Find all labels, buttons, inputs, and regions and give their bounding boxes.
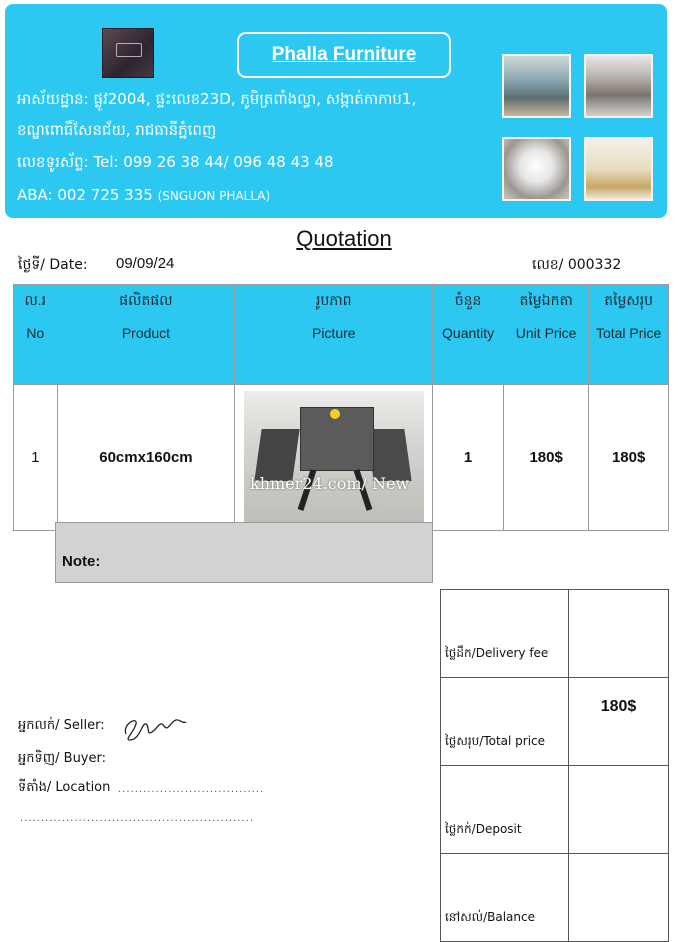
header-km: តម្លៃសរុប — [604, 292, 654, 308]
header-en: Unit Price — [515, 325, 577, 341]
header-en: Quantity — [442, 325, 495, 341]
row-unit-price: 180$ — [504, 385, 589, 531]
summary-row — [441, 590, 669, 678]
showroom-photo-2 — [584, 54, 653, 118]
row-product: 60cmx160cm — [57, 385, 235, 531]
delivery-fee-label: ថ្លៃដឹក/Delivery fee — [441, 590, 569, 678]
aba-line — [17, 186, 270, 204]
items-table — [13, 284, 669, 531]
aba-account-name: (SNGUON PHALLA) — [157, 189, 271, 203]
row-quantity: 1 — [433, 385, 504, 531]
header-en: Total Price — [595, 325, 662, 341]
quotation-number: លេខ/ 000332 — [532, 257, 622, 273]
showroom-photo-1 — [502, 54, 571, 118]
header-en: No — [26, 325, 45, 341]
header-km: ល.រ — [24, 292, 47, 308]
total-price-value: 180$ — [569, 678, 669, 766]
company-header — [5, 4, 667, 218]
watermark: khmer24.com/ New — [250, 474, 410, 493]
header-picture — [235, 285, 433, 385]
product-photo — [244, 391, 424, 525]
balance-value — [569, 854, 669, 942]
showroom-photo-3 — [502, 137, 571, 201]
header-km: ចំនួន — [454, 292, 482, 308]
bench-left — [254, 429, 299, 481]
header-no — [14, 285, 58, 385]
address-line-2: ខណ្ឌពោធិ៍សែនជ័យ, រាជធានីភ្នំពេញ — [17, 121, 217, 139]
header-product — [57, 285, 235, 385]
deposit-value — [569, 766, 669, 854]
header-en: Product — [121, 325, 171, 341]
seller-label: អ្នកលក់/ Seller: — [18, 718, 105, 733]
location-dots-line: ........................................................ — [20, 813, 255, 824]
row-picture — [235, 385, 433, 531]
seller-signature — [120, 710, 190, 744]
header-km: ផលិតផល — [119, 292, 173, 308]
header-km: តម្លៃឯកតា — [519, 292, 573, 308]
location-dots: ................................... — [118, 784, 265, 795]
note-box — [55, 522, 433, 583]
address-line-1: អាស័យដ្ឋាន: ផ្លូវ2004, ផ្ទះលេខ23D, ភូមិត្រពាំងល្វា, សង្កាត់កាកាប1, — [17, 90, 417, 108]
total-price-label: ថ្លៃសរុប/Total price — [441, 678, 569, 766]
flower-vase — [330, 409, 340, 419]
document-title: Quotation — [296, 226, 392, 251]
summary-row — [441, 766, 669, 854]
table-header-row — [14, 285, 669, 385]
header-km: រូបភាព — [316, 292, 352, 308]
header-total-price — [589, 285, 669, 385]
summary-row — [441, 678, 669, 766]
date-label: ថ្ងៃទី/ Date: — [18, 257, 88, 273]
delivery-fee-value — [569, 590, 669, 678]
location-label: ទីតាំង/ Location — [18, 780, 111, 795]
header-en: Picture — [311, 325, 356, 341]
phone-line: លេខទូរស័ព្ទ: Tel: 099 26 38 44/ 096 48 43 48 — [17, 153, 334, 171]
company-name: Phalla Furniture — [271, 44, 417, 65]
header-unit-price — [504, 285, 589, 385]
header-quantity — [433, 285, 504, 385]
brand-box — [237, 32, 451, 78]
row-no: 1 — [14, 385, 58, 531]
note-label: Note: — [62, 553, 101, 570]
balance-label: នៅសល់/Balance — [441, 854, 569, 942]
buyer-label: អ្នកទិញ/ Buyer: — [18, 751, 106, 766]
date-value: 09/09/24 — [116, 255, 175, 272]
summary-row — [441, 854, 669, 942]
summary-table — [440, 589, 669, 942]
company-logo — [102, 28, 154, 78]
row-total-price: 180$ — [589, 385, 669, 531]
showroom-photo-4 — [584, 137, 653, 201]
aba-number: ABA: 002 725 335 — [17, 186, 153, 204]
deposit-label: ថ្លៃកក់/Deposit — [441, 766, 569, 854]
table-row — [14, 385, 669, 531]
